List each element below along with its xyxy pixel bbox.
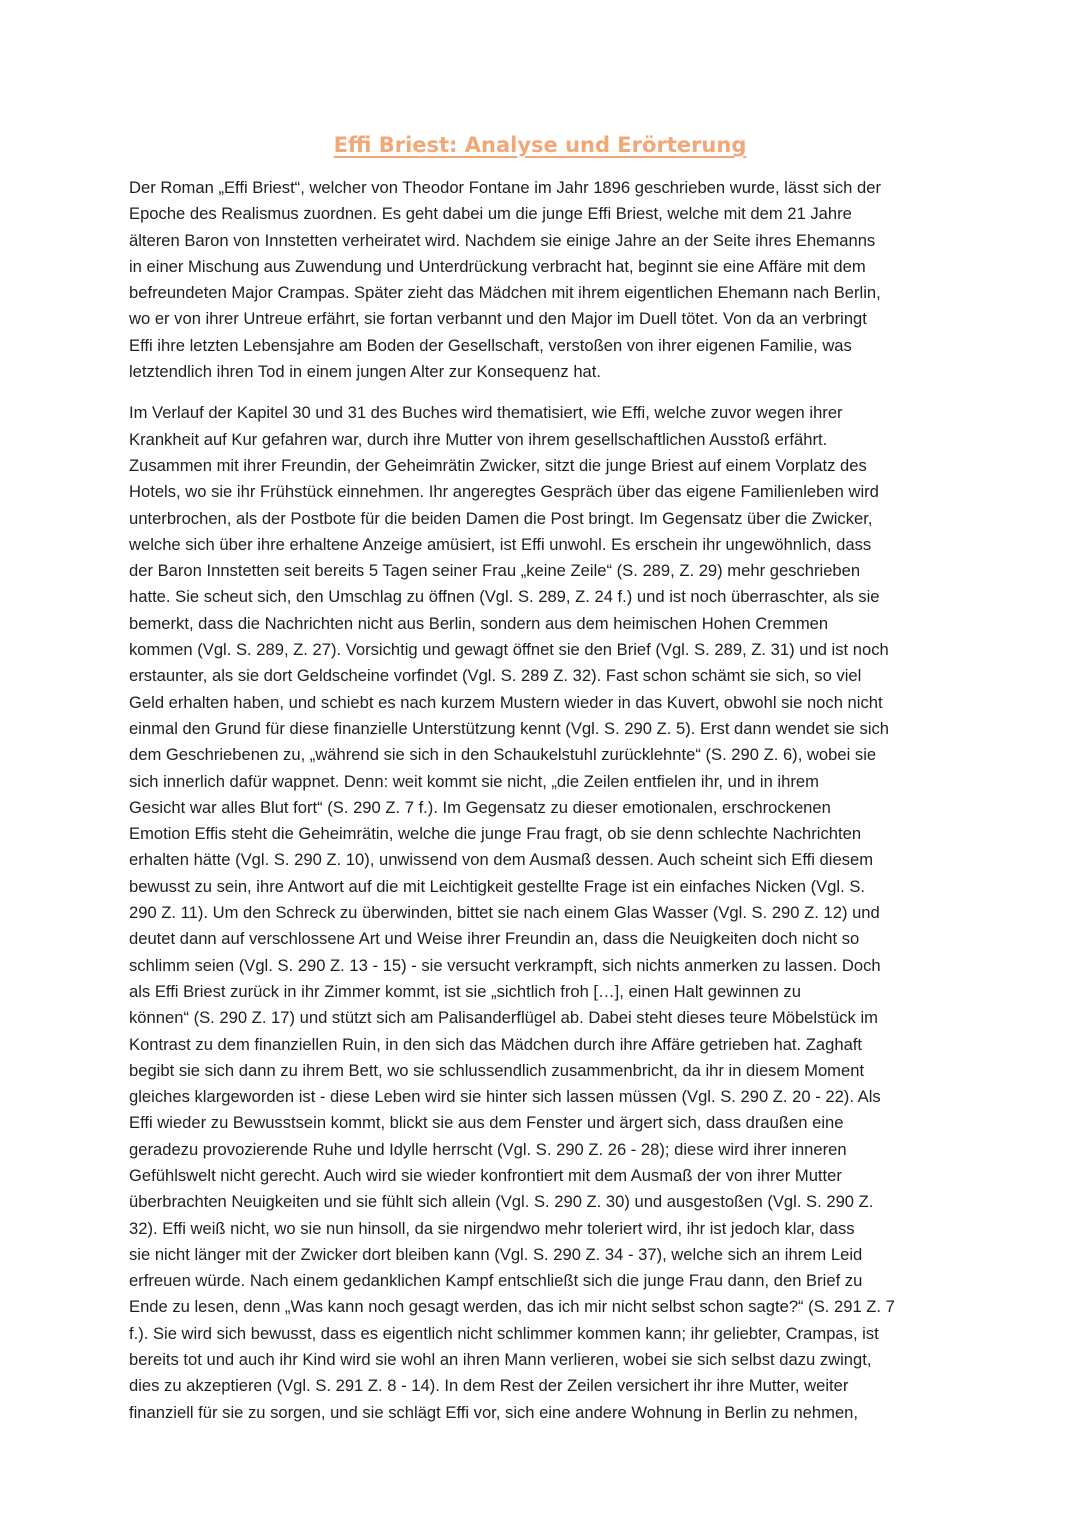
text-line: Effi ihre letzten Lebensjahre am Boden der Gesellschaft, verstoßen von ihrer eigenen Familie, was: [129, 335, 852, 355]
text-line: Emotion Effis steht die Geheimrätin, welche die junge Frau fragt, ob sie denn schlechte Nachrichten: [129, 824, 862, 844]
text-line: finanziell für sie zu sorgen, und sie schlägt Effi vor, sich eine andere Wohnung in Berlin zu nehmen,: [129, 1402, 859, 1422]
text-line: älteren Baron von Innstetten verheiratet wird. Nachdem sie einige Jahre an der Seite ihres Ehemanns: [129, 230, 876, 250]
text-line: hatte. Sie scheut sich, den Umschlag zu öffnen (Vgl. S. 289, Z. 24 f.) und ist noch überraschter, als sie: [129, 587, 880, 607]
text-line: deutet dann auf verschlossene Art und Weise ihrer Freundin an, dass die Neuigkeiten doch nicht so: [129, 929, 860, 949]
text-line: erfreuen würde. Nach einem gedanklichen Kampf entschließt sich die junge Frau dann, den Brief zu: [129, 1271, 863, 1291]
text-line: welche sich über ihre erhaltene Anzeige amüsiert, ist Effi unwohl. Es erschein ihr ungewöhnlich, dass: [129, 534, 872, 554]
text-line: erhalten hätte (Vgl. S. 290 Z. 10), unwissend von dem Ausmaß dessen. Auch scheint sich Effi diesem: [129, 850, 874, 870]
text-line: befreundeten Major Crampas. Später zieht das Mädchen mit ihrem eigentlichen Ehemann nach Berlin,: [129, 283, 881, 303]
text-line: begibt sie sich dann zu ihrem Bett, wo sie schlussendlich zusammenbricht, da ihr in diesem Moment: [129, 1060, 865, 1080]
text-line: geradezu provozierende Ruhe und Idylle herrscht (Vgl. S. 290 Z. 26 - 28); diese wird ihrer inneren: [129, 1139, 847, 1159]
text-line: letztendlich ihren Tod in einem jungen Alter zur Konsequenz hat.: [129, 362, 601, 382]
text-line: überbrachten Neuigkeiten und sie fühlt sich allein (Vgl. S. 290 Z. 30) und ausgestoßen (Vgl. S. 290 Z.: [129, 1192, 874, 1212]
text-line: Effi wieder zu Bewusstsein kommt, blickt sie aus dem Fenster und ärgert sich, dass draußen eine: [129, 1113, 844, 1133]
text-line: Der Roman „Effi Briest“, welcher von Theodor Fontane im Jahr 1896 geschrieben wurde, lässt sich der: [129, 178, 881, 197]
text-line: 32). Effi weiß nicht, wo sie nun hinsoll, da sie nirgendwo mehr toleriert wird, ihr ist jedoch klar, dass: [129, 1218, 855, 1238]
text-line: Epoche des Realismus zuordnen. Es geht dabei um die junge Effi Briest, welche mit dem 21 Jahre: [129, 204, 852, 224]
text-line: Hotels, wo sie ihr Frühstück einnehmen. Ihr angeregtes Gespräch über das eigene Familienleben wird: [129, 482, 879, 502]
text-line: erstaunter, als sie dort Geldscheine vorfindet (Vgl. S. 289 Z. 32). Fast schon schämt sie sich, so viel: [129, 666, 862, 686]
text-line: wo er von ihrer Untreue erfährt, sie fortan verbannt und den Major im Duell tötet. Von da an verbringt: [129, 309, 867, 329]
text-line: bewusst zu sein, ihre Antwort auf die mit Leichtigkeit gestellte Frage ist ein einfaches Nicken (Vgl. S.: [129, 876, 866, 896]
text-line: bereits tot und auch ihr Kind wird sie wohl an ihren Mann verlieren, wobei sie sich selbst dazu zwingt,: [129, 1350, 872, 1370]
document-body: [129, 175, 957, 1426]
document-title-text: Effi Briest: Analyse und Erörterung: [333, 133, 747, 157]
text-line: Ende zu lesen, denn „Was kann noch gesagt werden, das ich mir nicht selbst schon sagte?“ (S. 291 Z. 7: [129, 1297, 895, 1317]
text-line: Gefühlswelt nicht gerecht. Auch wird sie wieder konfrontiert mit dem Ausmaß der von ihrer Mutter: [129, 1165, 842, 1185]
text-line: Geld erhalten haben, und schiebt es nach kurzem Mustern wieder in das Kuvert, obwohl sie noch nicht: [129, 692, 883, 712]
text-line: sich innerlich dafür wappnet. Denn: weit kommt sie nicht, „die Zeilen entfielen ihr, und in ihrem: [129, 771, 819, 791]
text-line: in einer Mischung aus Zuwendung und Unterdrückung verbracht hat, beginnt sie eine Affäre mit dem: [129, 256, 866, 276]
paragraph-intro: [129, 175, 957, 385]
text-line: unterbrochen, als der Postbote für die beiden Damen die Post bringt. Im Gegensatz über die Zwicker,: [129, 508, 873, 528]
text-line: können“ (S. 290 Z. 17) und stützt sich am Palisanderflügel ab. Dabei steht dieses teure Möbelstück im: [129, 1008, 878, 1028]
text-line: Gesicht war alles Blut fort“ (S. 290 Z. 7 f.). Im Gegensatz zu dieser emotionalen, erschrockenen: [129, 797, 831, 817]
text-line: f.). Sie wird sich bewusst, dass es eigentlich nicht schlimmer kommen kann; ihr geliebter, Crampas, ist: [129, 1323, 879, 1343]
text-line: sie nicht länger mit der Zwicker dort bleiben kann (Vgl. S. 290 Z. 34 - 37), welche sich an ihrem Leid: [129, 1244, 863, 1264]
text-line: bemerkt, dass die Nachrichten nicht aus Berlin, sondern aus dem heimischen Hohen Cremmen: [129, 613, 829, 633]
text-line: einmal den Grund für diese finanzielle Unterstützung kennt (Vgl. S. 290 Z. 5). Erst dann wendet sie sich: [129, 718, 890, 738]
text-line: der Baron Innstetten seit bereits 5 Tagen seiner Frau „keine Zeile“ (S. 289, Z. 29) mehr geschrieben: [129, 561, 861, 581]
text-line: Krankheit auf Kur gefahren war, durch ihre Mutter von ihrem gesellschaftlichen Ausstoß erfährt.: [129, 429, 828, 449]
text-line: 290 Z. 11). Um den Schreck zu überwinden, bittet sie nach einem Glas Wasser (Vgl. S. 290 Z. 12) und: [129, 903, 880, 923]
text-line: als Effi Briest zurück in ihr Zimmer kommt, ist sie „sichtlich froh […], einen Halt gewinnen zu: [129, 981, 801, 1001]
text-line: kommen (Vgl. S. 289, Z. 27). Vorsichtig und gewagt öffnet sie den Brief (Vgl. S. 289, Z. 31) und ist noch: [129, 640, 889, 660]
text-line: schlimm seien (Vgl. S. 290 Z. 13 - 15) - sie versucht verkrampft, sich nichts anmerken zu lassen. Doch: [129, 955, 881, 975]
text-line: Zusammen mit ihrer Freundin, der Geheimrätin Zwicker, sitzt die junge Briest auf einem Vorplatz des: [129, 455, 867, 475]
paragraph-analysis: [129, 400, 957, 1426]
text-line: dem Geschriebenen zu, „während sie sich in den Schaukelstuhl zurücklehnte“ (S. 290 Z. 6), wobei sie: [129, 745, 877, 765]
text-line: dies zu akzeptieren (Vgl. S. 291 Z. 8 - 14). In dem Rest der Zeilen versichert ihr ihre Mutter, weiter: [129, 1376, 849, 1396]
text-line: Kontrast zu dem finanziellen Ruin, in den sich das Mädchen durch ihre Affäre getrieben hat. Zaghaft: [129, 1034, 863, 1054]
text-line: Im Verlauf der Kapitel 30 und 31 des Buches wird thematisiert, wie Effi, welche zuvor wegen ihrer: [129, 403, 843, 423]
document-title: [0, 128, 1080, 162]
text-line: gleiches klargeworden ist - diese Leben wird sie hinter sich lassen müssen (Vgl. S. 290 Z. 20 - 22). Als: [129, 1087, 881, 1107]
